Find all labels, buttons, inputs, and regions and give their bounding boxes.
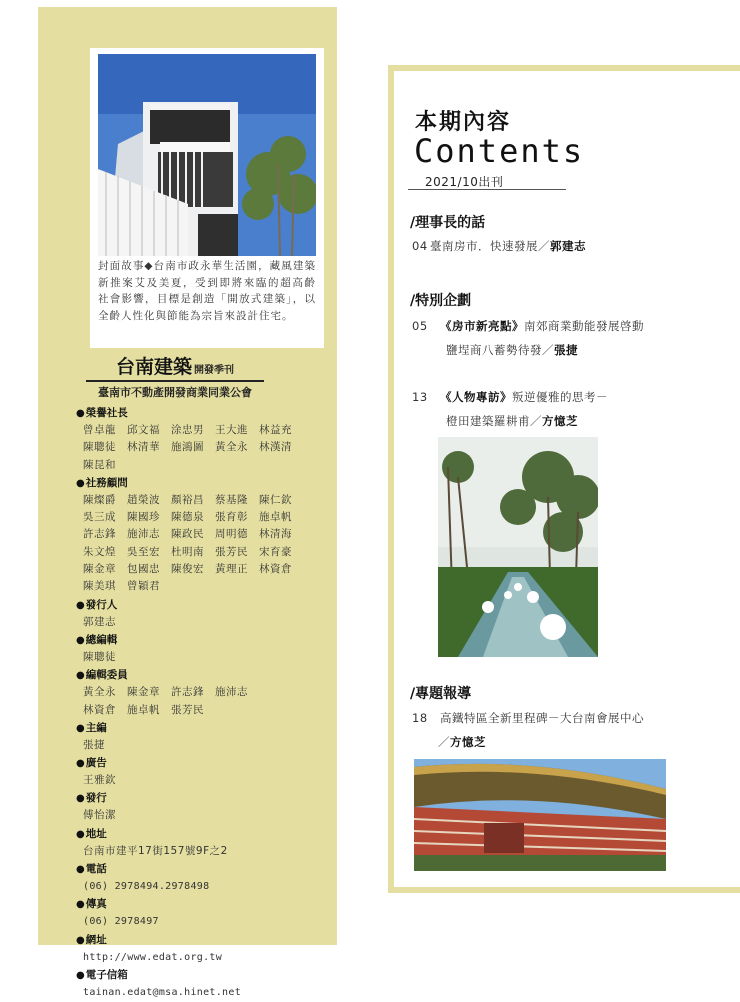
contents-title-zh: 本期內容 [415, 110, 512, 135]
staff-names-line: 郭建志 [83, 615, 116, 628]
toc-entry-18[interactable] [412, 710, 644, 726]
staff-names-line: (06) 2978497 [83, 916, 159, 928]
masthead-staff-list [76, 405, 331, 1002]
toc-entry-18-cont[interactable] [438, 734, 486, 750]
staff-role-title: ● 編輯委員 [76, 667, 331, 684]
staff-names-line: 朱文煌 吳至宏 杜明南 張芳民 宋育豪 [83, 545, 292, 558]
cover-building-image [98, 54, 316, 256]
section-chairman: /理事長的話 [410, 215, 486, 231]
staff-names-line: 張捷 [83, 738, 105, 751]
entry-title-cont: 鹽埕商八蓄勢待發／ [446, 343, 554, 357]
toc-entry-05[interactable] [412, 318, 644, 334]
staff-role-title: ● 發行 [76, 790, 331, 807]
staff-names-line: 台南市建平17街157號9F之2 [83, 844, 228, 857]
issue-date: 2021/10出刊 [425, 175, 504, 189]
staff-names-line: 吳三成 陳國珍 陳德泉 張育彰 施卓帆 [83, 511, 292, 524]
staff-role-title: ● 主編 [76, 720, 331, 737]
staff-group [76, 720, 331, 754]
staff-names-line: http://www.edat.org.tw [83, 951, 223, 963]
page-number: 05 [412, 319, 428, 333]
staff-role-title: ● 傳真 [76, 896, 331, 913]
staff-group [76, 826, 331, 860]
staff-group [76, 967, 331, 1001]
staff-role-title: ● 社務顧問 [76, 475, 331, 492]
association-name: 臺南市不動產開發商業同業公會 [98, 386, 252, 399]
page-number: 18 [412, 711, 428, 725]
page-number: 13 [412, 390, 428, 404]
staff-group [76, 790, 331, 824]
entry-tag: 《房市新亮點》 [440, 319, 524, 333]
contents-title-en: Contents [414, 132, 585, 170]
toc-entry-13-cont[interactable] [446, 413, 578, 429]
toc-entry-05-cont[interactable] [446, 342, 578, 358]
staff-group [76, 896, 331, 930]
staff-names-line: 曾卓龍 邱文福 涂忠男 王大進 林益充 [83, 424, 292, 436]
staff-names-line: 傅怡潔 [83, 809, 116, 822]
entry-tag: 《人物專訪》 [440, 390, 512, 404]
toc-entry-04[interactable] [412, 238, 586, 254]
entry-title-cont: ／ [438, 735, 450, 749]
staff-role-title: ● 網址 [76, 932, 331, 949]
entry-author: 方憶芝 [450, 735, 486, 749]
magazine-logo [70, 352, 280, 400]
entry-title: 高鐵特區全新里程碑－大台南會展中心 [440, 711, 644, 725]
convention-center-image [414, 759, 666, 871]
staff-names-line: 陳燦爵 趙榮波 顏裕昌 蔡基隆 陳仁欽 [83, 493, 292, 506]
staff-names-line: 陳金章 包國忠 陳俊宏 黃理正 林資倉 [83, 563, 292, 576]
garden-pool-image [438, 437, 598, 657]
staff-group [76, 405, 331, 474]
staff-names-line: 陳聰徒 林清華 施鴻圖 黃全永 林漢清 [83, 441, 292, 454]
magazine-subtitle: 開發季刊 [194, 365, 234, 376]
staff-names-line: 許志鋒 施沛志 陳政民 周明德 林清海 [83, 528, 292, 541]
entry-author: 方憶芝 [542, 414, 578, 428]
entry-title: 叛逆優雅的思考－ [512, 390, 608, 404]
staff-group [76, 667, 331, 719]
section-special: /特別企劃 [410, 293, 472, 309]
date-underline [408, 189, 566, 190]
staff-names-line: 陳美琪 曾穎君 [83, 580, 160, 593]
entry-author: 張捷 [554, 343, 578, 357]
staff-role-title: ● 發行人 [76, 597, 331, 614]
staff-names-line: 林資倉 施卓帆 張芳民 [83, 703, 204, 716]
cover-story-caption: 封面故事◆台南市政永華生活園，藏風建築新推案艾及美夏，受到即將來臨的超高齡社會影響，目標是創造「開放式建築」，以全齡人性化與節能為宗旨來設計住宅。 [98, 260, 316, 322]
staff-group [76, 632, 331, 666]
staff-role-title: ● 總編輯 [76, 632, 331, 649]
staff-group [76, 597, 331, 631]
entry-author: 郭建志 [550, 239, 586, 253]
staff-group [76, 755, 331, 789]
entry-title: 南郊商業動能發展啓動 [524, 319, 644, 333]
staff-names-line: 黃全永 陳金章 許志鋒 施沛志 [83, 686, 248, 699]
staff-role-title: ● 榮譽社長 [76, 405, 331, 422]
logo-divider [86, 380, 264, 382]
cover-story-card [90, 48, 324, 348]
staff-role-title: ● 廣告 [76, 755, 331, 772]
page-number: 04 [412, 239, 428, 253]
staff-role-title: ● 電子信箱 [76, 967, 331, 984]
staff-names-line: tainan.edat@msa.hinet.net [83, 986, 242, 998]
staff-group [76, 475, 331, 596]
entry-title-cont: 橙田建築羅耕甫／ [446, 414, 542, 428]
staff-names-line: (06) 2978494.2978498 [83, 881, 210, 893]
section-report: /專題報導 [410, 686, 472, 702]
staff-names-line: 王雅欽 [83, 774, 116, 787]
entry-title: 臺南房市．快速發展／ [430, 239, 550, 253]
interview-photo [438, 437, 598, 657]
toc-entry-13[interactable] [412, 389, 608, 405]
convention-center-photo [414, 759, 666, 871]
cover-photo [98, 54, 316, 256]
staff-role-title: ● 地址 [76, 826, 331, 843]
staff-names-line: 陳昆和 [83, 458, 116, 471]
staff-names-line: 陳聰徒 [83, 650, 116, 663]
staff-group [76, 861, 331, 895]
staff-group [76, 932, 331, 966]
staff-role-title: ● 電話 [76, 861, 331, 878]
magazine-title: 台南建築 [115, 356, 192, 378]
